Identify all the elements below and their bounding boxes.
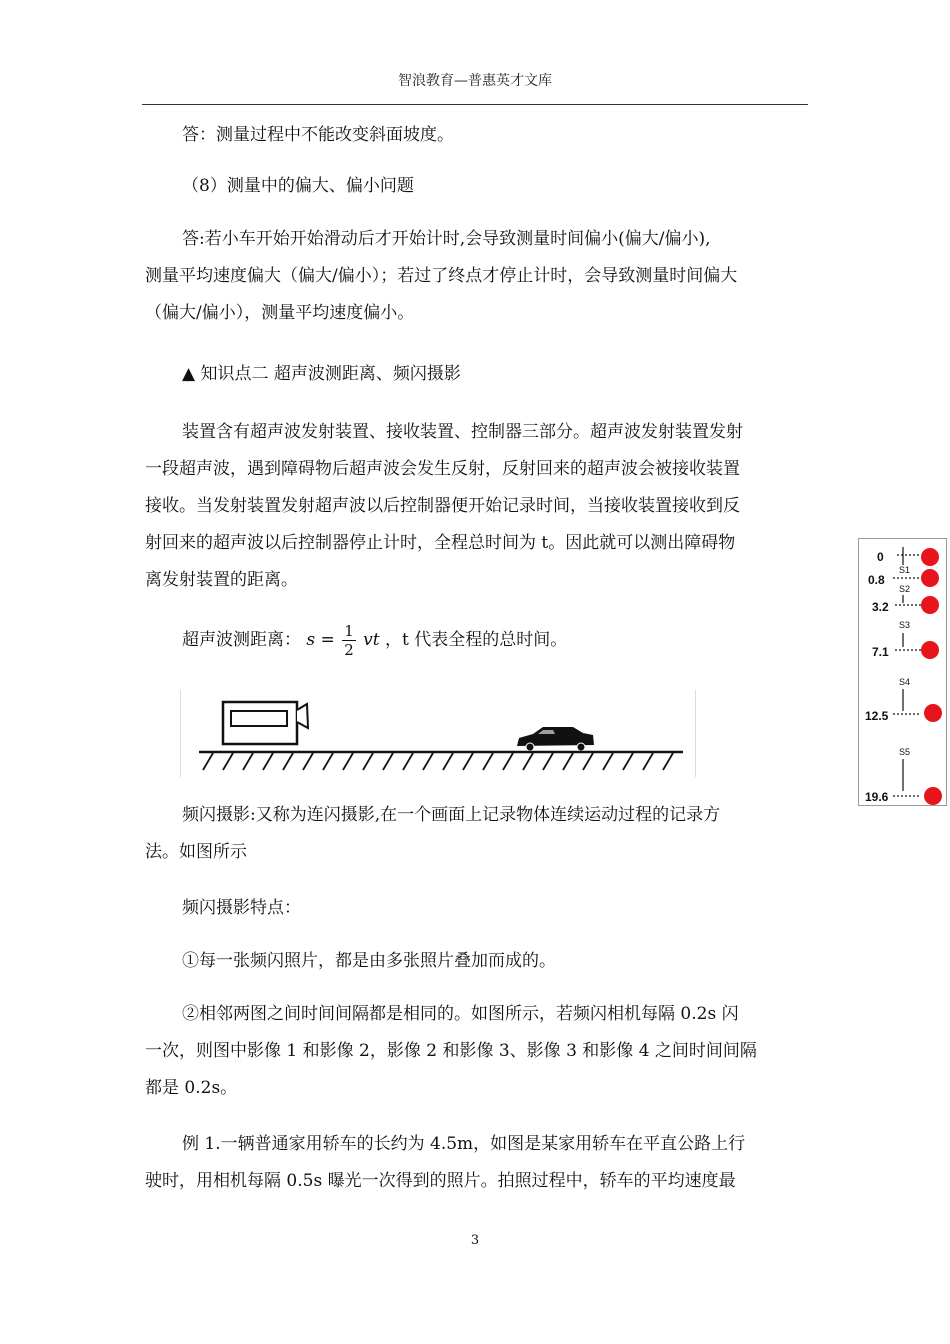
formula-line: [182, 618, 567, 662]
position-label: 0.8: [868, 573, 885, 587]
header-title: 智浪教育—普惠英才文库: [398, 73, 552, 89]
formula-prefix: 超声波测距离：: [182, 630, 301, 650]
paragraph-line: 答:若小车开始开始滑动后才开始计时,会导致测量时间偏小(偏大/偏小),: [182, 229, 711, 249]
paragraph-line: 频闪摄影:又称为连闪摄影,在一个画面上记录物体连续运动过程的记录方: [182, 805, 721, 825]
page-number: 3: [470, 1233, 480, 1248]
paragraph-line: ②相邻两图之间时间间隔都是相同的。如图所示，若频闪相机每隔 0.2s 闪: [182, 1004, 739, 1024]
fraction-numerator: 1: [344, 622, 354, 640]
position-label: 0: [877, 550, 884, 564]
ultrasonic-figure-drawing: [181, 690, 695, 777]
ball-image-5: [924, 704, 942, 722]
segment-label: S4: [899, 677, 911, 687]
answer-text: 答：测量过程中不能改变斜面坡度。: [182, 125, 454, 145]
paragraph-line: 法。如图所示: [145, 842, 247, 862]
ball-image-6: [924, 787, 942, 805]
paragraph-line: 测量平均速度偏大（偏大/偏小）；若过了终点才停止计时，会导致测量时间偏大: [145, 266, 738, 286]
strobe-figure: [858, 538, 947, 806]
subheading-measurement-error: （8）测量中的偏大、偏小问题: [182, 176, 414, 196]
ball-image-4: [921, 641, 939, 659]
segment-label: S3: [899, 620, 911, 630]
ultrasonic-device-icon: [223, 702, 308, 744]
ball-image-1: [921, 548, 939, 566]
ball-image-3: [921, 596, 939, 614]
position-label: 19.6: [865, 790, 889, 804]
ultrasonic-figure: [180, 690, 696, 777]
paragraph-line: 装置含有超声波发射装置、接收装置、控制器三部分。超声波发射装置发射: [182, 422, 743, 442]
paragraph-line: 一次，则图中影像 1 和影像 2，影像 2 和影像 3、影像 3 和影像 4 之间时间间隔: [145, 1041, 757, 1061]
strobe-figure-drawing: [859, 539, 946, 805]
fraction-denominator: 2: [344, 641, 354, 659]
formula-fraction: [342, 622, 356, 659]
position-label: 3.2: [872, 600, 889, 614]
formula-rhs: vt: [363, 630, 380, 650]
paragraph-line: 例 1.一辆普通家用轿车的长约为 4.5m，如图是某家用轿车在平直公路上行: [182, 1134, 746, 1154]
ball-images: [921, 548, 942, 805]
paragraph-line: 频闪摄影特点：: [182, 898, 301, 918]
paragraph-line: 驶时，用相机每隔 0.5s 曝光一次得到的照片。拍照过程中，轿车的平均速度最: [145, 1171, 736, 1191]
formula-lhs: s =: [306, 630, 335, 650]
ball-image-2: [921, 569, 939, 587]
segment-label: S5: [899, 747, 911, 757]
paragraph-line: 离发射装置的距离。: [145, 570, 298, 590]
paragraph-line: 一段超声波，遇到障碍物后超声波会发生反射，反射回来的超声波会被接收装置: [145, 459, 740, 479]
segment-label: S2: [899, 584, 911, 594]
car-icon: [517, 727, 594, 751]
formula-suffix: ，t 代表全程的总时间。: [384, 630, 568, 650]
header-divider: [142, 104, 808, 105]
paragraph-line: 接收。当发射装置发射超声波以后控制器便开始记录时间，当接收装置接收到反: [145, 496, 740, 516]
section-heading: ▲ 知识点二 超声波测距离、频闪摄影: [182, 364, 461, 384]
paragraph-line: 都是 0.2s。: [145, 1078, 238, 1098]
position-label: 12.5: [865, 709, 889, 723]
ground-line: [199, 752, 683, 770]
paragraph-line: 射回来的超声波以后控制器停止计时，全程总时间为 t。因此就可以测出障碍物: [145, 533, 736, 553]
segment-label: S1: [899, 565, 911, 575]
paragraph-line: （偏大/偏小），测量平均速度偏小。: [145, 303, 415, 323]
position-label: 7.1: [872, 645, 889, 659]
paragraph-line: ①每一张频闪照片，都是由多张照片叠加而成的。: [182, 951, 556, 971]
